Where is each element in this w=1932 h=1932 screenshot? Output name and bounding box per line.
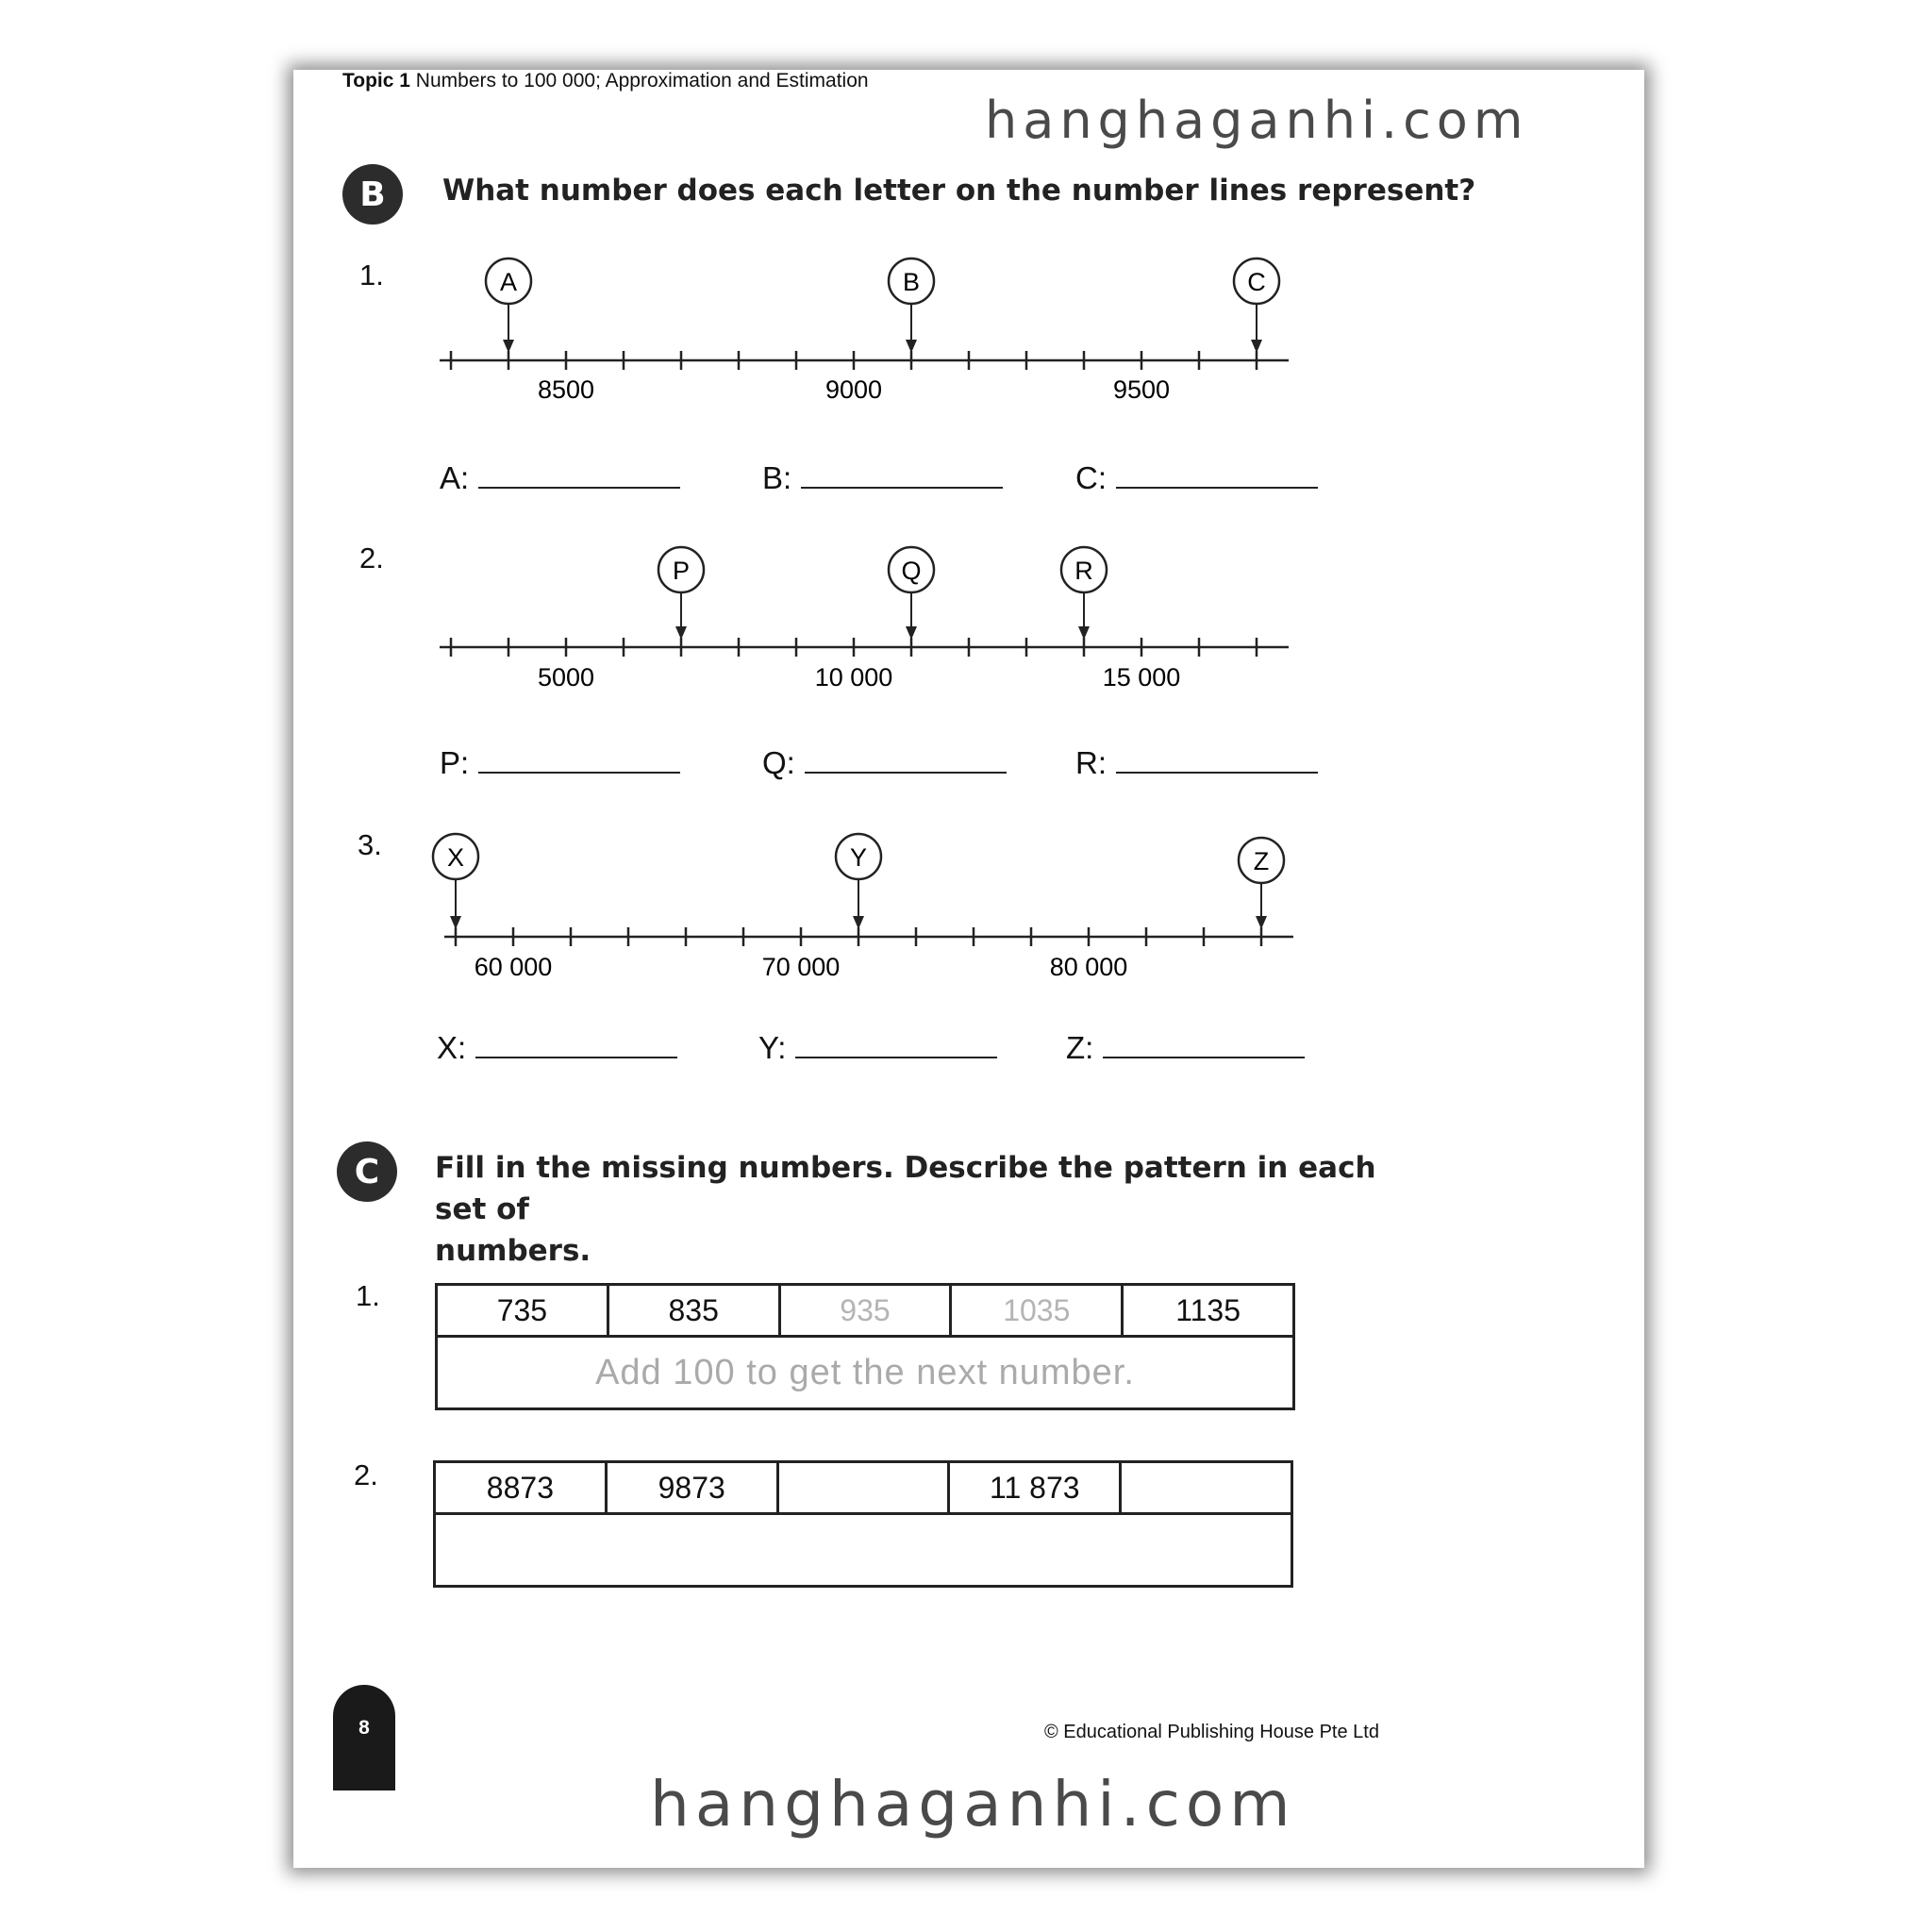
tick-label: 10 000 <box>814 663 893 691</box>
number-line-1 <box>440 249 1307 404</box>
number-line-3 <box>444 824 1312 985</box>
answer-p: P: <box>440 745 680 781</box>
marker-q <box>889 547 934 640</box>
section-c-badge: C <box>337 1141 397 1202</box>
marker-label: Z <box>1253 847 1270 875</box>
pattern-description[interactable] <box>435 1514 1292 1587</box>
marker-b <box>889 258 934 353</box>
marker-label: R <box>1074 557 1093 585</box>
section-b-badge: B <box>342 164 403 225</box>
section-c-instruction: Fill in the missing numbers. Describe the pattern in each set of numbers. <box>435 1151 1376 1268</box>
answer-blank[interactable] <box>478 749 680 774</box>
number-line-svg <box>440 249 1307 404</box>
question-number: 2. <box>354 1458 378 1491</box>
pattern-cell: 735 <box>437 1285 608 1337</box>
answer-blank[interactable] <box>801 464 1003 489</box>
marker-c <box>1234 258 1279 353</box>
answer-x: X: <box>437 1030 677 1066</box>
marker-label: B <box>902 268 921 296</box>
marker-r <box>1061 547 1107 640</box>
marker-x <box>433 834 478 929</box>
marker-label: C <box>1247 268 1266 296</box>
answer-blank[interactable] <box>805 749 1007 774</box>
marker-y <box>836 834 881 929</box>
marker-a <box>486 258 531 353</box>
pattern-table-1 <box>435 1283 1295 1410</box>
answer-z: Z: <box>1066 1030 1305 1066</box>
number-line-2 <box>440 541 1307 692</box>
watermark-top: hanghaganhi.com <box>985 91 1529 150</box>
tick-label: 15 000 <box>1102 663 1181 691</box>
question-number: 3. <box>358 828 382 861</box>
answer-c: C: <box>1075 460 1318 496</box>
pattern-cell-traced[interactable]: 935 <box>779 1285 951 1337</box>
marker-z <box>1239 838 1284 929</box>
section-b-instruction: What number does each letter on the number lines represent? <box>442 174 1476 208</box>
answer-blank[interactable] <box>1116 464 1318 489</box>
pattern-cell: 11 873 <box>949 1462 1121 1514</box>
tick-label: 8500 <box>537 375 595 404</box>
question-number: 1. <box>356 1279 380 1312</box>
table-row <box>435 1514 1292 1587</box>
tick-label: 5000 <box>537 663 595 691</box>
answer-a: A: <box>440 460 680 496</box>
answer-blank[interactable] <box>795 1034 997 1058</box>
pattern-cell: 8873 <box>435 1462 607 1514</box>
answer-blank[interactable] <box>475 1034 677 1058</box>
answer-y: Y: <box>758 1030 997 1066</box>
tick-label: 80 000 <box>1049 953 1128 981</box>
pattern-cell: 835 <box>608 1285 779 1337</box>
page-number: 8 <box>333 1685 395 1790</box>
question-number: 2. <box>359 541 384 575</box>
number-line-svg <box>444 824 1312 985</box>
answer-b: B: <box>762 460 1003 496</box>
marker-label: A <box>499 268 518 296</box>
marker-label: X <box>446 843 465 872</box>
topic-label: Topic 1 <box>342 70 410 92</box>
number-line-svg <box>440 541 1307 692</box>
pattern-cell: 9873 <box>606 1462 777 1514</box>
table-row <box>437 1285 1294 1337</box>
answer-blank[interactable] <box>1116 749 1318 774</box>
marker-label: Y <box>849 843 868 872</box>
table-row <box>435 1462 1292 1514</box>
pattern-cell-traced[interactable]: 1035 <box>951 1285 1123 1337</box>
answer-blank[interactable] <box>478 464 680 489</box>
tick-label: 9500 <box>1112 375 1171 404</box>
copyright: © Educational Publishing House Pte Ltd <box>1044 1722 1379 1742</box>
pattern-cell-blank[interactable] <box>1121 1462 1292 1514</box>
topic-title: Numbers to 100 000; Approximation and Estimation <box>415 70 869 92</box>
marker-p <box>658 547 704 640</box>
watermark-bottom: hanghaganhi.com <box>650 1768 1296 1840</box>
topic-header <box>342 70 869 92</box>
tick-label: 9000 <box>824 375 883 404</box>
tick-label: 60 000 <box>474 953 553 981</box>
pattern-description[interactable]: Add 100 to get the next number. <box>437 1337 1294 1409</box>
table-row <box>437 1337 1294 1409</box>
question-number: 1. <box>359 258 384 291</box>
marker-label: Q <box>901 557 922 585</box>
answer-r: R: <box>1075 745 1318 781</box>
pattern-table-2 <box>433 1460 1293 1588</box>
answer-q: Q: <box>762 745 1007 781</box>
tick-label: 70 000 <box>761 953 841 981</box>
worksheet-page <box>293 70 1644 1868</box>
answer-blank[interactable] <box>1103 1034 1305 1058</box>
pattern-cell: 1135 <box>1123 1285 1294 1337</box>
marker-label: P <box>672 557 691 585</box>
pattern-cell-blank[interactable] <box>777 1462 949 1514</box>
